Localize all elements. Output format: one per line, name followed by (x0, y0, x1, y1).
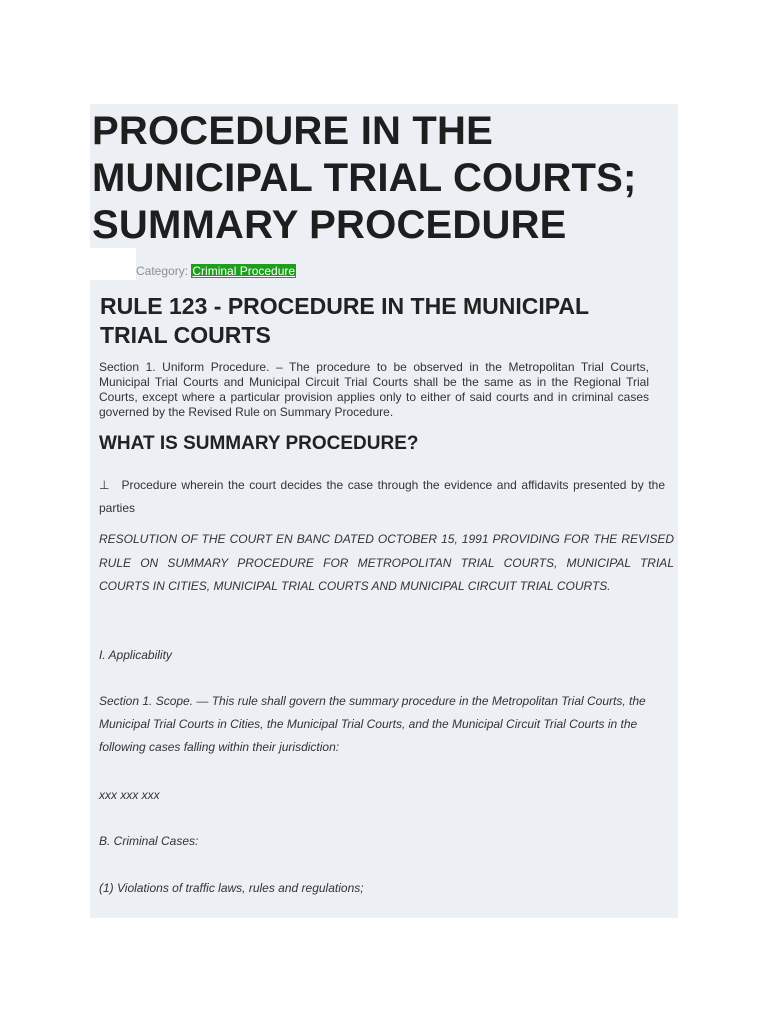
definition-paragraph (99, 474, 665, 520)
applicability-heading: I. Applicability (99, 648, 172, 662)
decorative-strip (90, 248, 136, 280)
resolution-paragraph: RESOLUTION OF THE COURT EN BANC DATED OCTOBER 15, 1991 PROVIDING FOR THE REVISED RULE ON SUMMARY PROCEDURE FOR METROPOLITAN TRIAL COURTS, MUNICIPAL TRIAL COURTS IN CITIES, MUNICIPAL TRIAL COURTS AND MUNICIPAL CIRCUIT TRIAL COURTS. (99, 532, 674, 593)
category-line (136, 264, 296, 278)
category-link[interactable]: Criminal Procedure (192, 264, 296, 278)
page-title: PROCEDURE IN THE MUNICIPAL TRIAL COURTS; SUMMARY PROCEDURE (92, 109, 637, 247)
list-item-1: (1) Violations of traffic laws, rules and regulations; (99, 881, 364, 895)
summary-procedure-heading: WHAT IS SUMMARY PROCEDURE? (99, 433, 419, 454)
ellipsis-line: xxx xxx xxx (99, 788, 160, 802)
category-label: Category: (136, 264, 189, 278)
definition-text: Procedure wherein the court decides the case through the evidence and affidavits presented by the parties (99, 478, 665, 515)
perpendicular-bullet-icon: ⊥ (99, 478, 110, 492)
rule-heading: RULE 123 - PROCEDURE IN THE MUNICIPAL TRIAL COURTS (100, 293, 589, 348)
scope-paragraph: Section 1. Scope. — This rule shall govern the summary procedure in the Metropolitan Trial Courts, the Municipal Trial Courts in Cities, the Municipal Trial Courts, and the Municipal Circuit Trial Courts in the following cases falling within their jurisdiction: (99, 694, 646, 754)
section-1-paragraph: Section 1. Uniform Procedure. – The procedure to be observed in the Metropolitan Trial Courts, Municipal Trial Courts and Municipal Circuit Trial Courts shall be the same as in the Regional Trial Courts, except where a particular provision applies only to either of said courts and in criminal cases governed by the Revised Rule on Summary Procedure. (99, 360, 649, 419)
criminal-cases-heading: B. Criminal Cases: (99, 834, 199, 848)
